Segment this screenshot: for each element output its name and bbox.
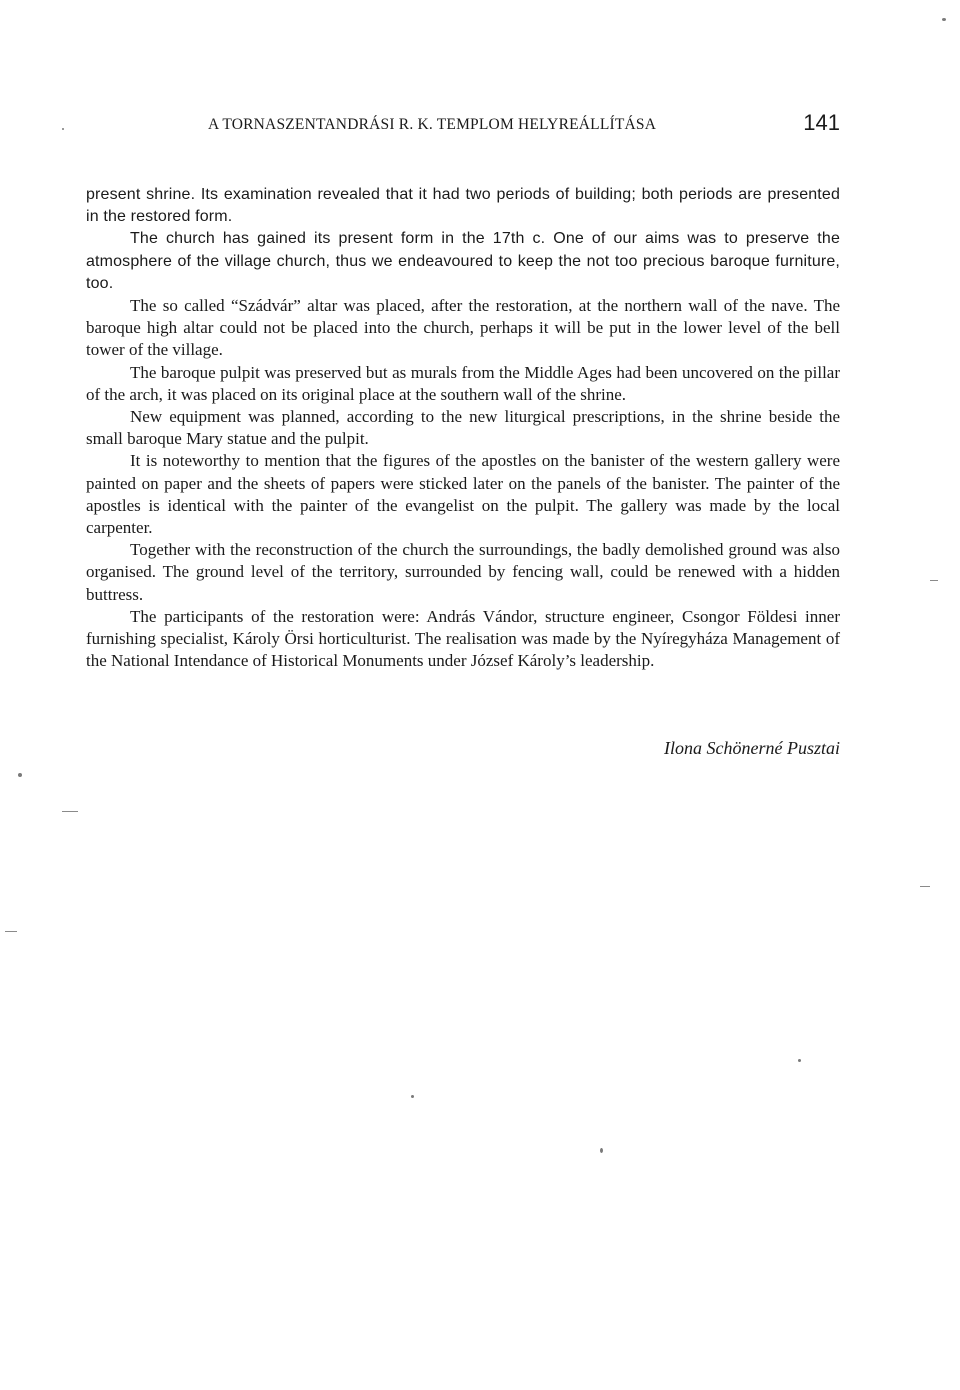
paragraph-church-form: The church has gained its present form in the 17th c. One of our aims was to preserve the atmosphere of the village church, thus we endeavoured to keep the not too precious baroque furniture, too. — [86, 230, 840, 292]
paragraph-szadvar-altar: The so called “Szádvár” altar was placed, after the restoration, at the northern wall of the nave. The baroque high altar could not be placed into the church, perhaps it will be put in the lower level of the bell tower of the village. — [86, 296, 840, 360]
scan-speck — [600, 1148, 603, 1153]
scan-speck — [62, 128, 64, 130]
scan-speck — [942, 18, 946, 21]
paragraph-apostles: It is noteworthy to mention that the figures of the apostles on the banister of the western gallery were painted on paper and the sheets of papers were sticked later on the panels of the banister. The painter of the apostles is identical with the painter of the evangelist on the pulpit. The gallery was made by the local carpenter. — [86, 451, 840, 538]
article-body — [86, 184, 840, 672]
paragraph-participants: The participants of the restoration were: András Vándor, structure engineer, Csongor Földesi inner furnishing specialist, Károly Örsi horticulturist. The realisation was made by the Nyíregyháza Management of the National Intendance of Historical Monuments under József Károly’s leadership. — [86, 606, 840, 671]
scan-speck — [18, 773, 22, 777]
paragraph-new-equipment: New equipment was planned, according to the new liturgical prescriptions, in the shrine beside the small baroque Mary statue and the pulpit. — [86, 407, 840, 449]
paragraph-surroundings: Together with the reconstruction of the church the surroundings, the badly demolished ground was also organised. The ground level of the territory, surrounded by fencing wall, could be renewed with a hidden buttress. — [86, 540, 840, 604]
running-head — [86, 110, 840, 140]
scan-mark — [62, 811, 78, 812]
scan-mark — [920, 886, 930, 887]
scan-mark — [930, 580, 938, 581]
page-number: 141 — [803, 110, 840, 135]
paragraph-pulpit: The baroque pulpit was preserved but as murals from the Middle Ages had been uncovered on the pillar of the arch, it was placed on its original place at the southern wall of the shrine. — [86, 362, 840, 404]
paragraph-shrine: present shrine. Its examination revealed that it had two periods of building; both periods are presented in the restored form. — [86, 186, 840, 226]
scan-speck — [411, 1095, 414, 1098]
author-signature: Ilona Schönerné Pusztai — [664, 738, 840, 758]
scan-mark — [5, 931, 17, 932]
scan-speck — [798, 1059, 801, 1062]
running-title: A TORNASZENTANDRÁSI R. K. TEMPLOM HELYREÁLLÍTÁSA — [208, 116, 657, 133]
